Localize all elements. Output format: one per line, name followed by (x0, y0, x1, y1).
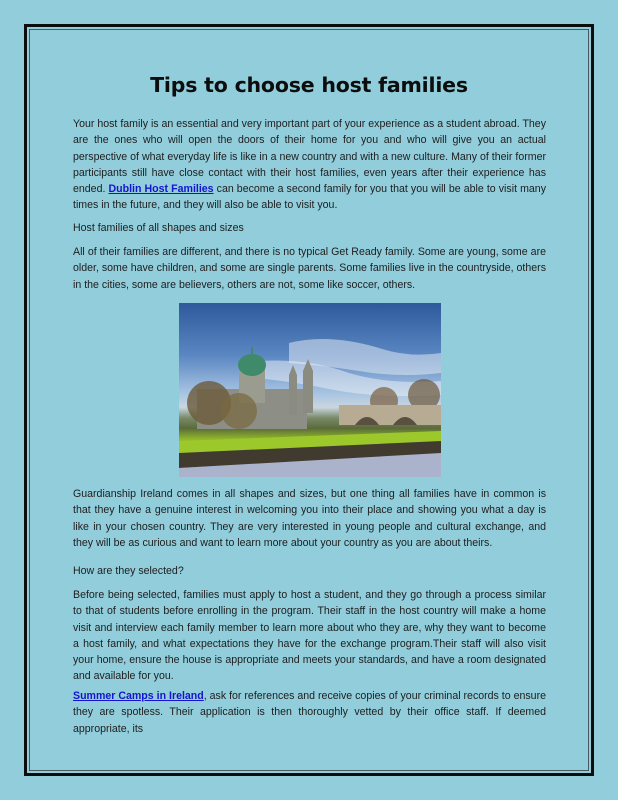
families-paragraph (73, 244, 546, 293)
dublin-host-families-link[interactable]: Dublin Host Families (108, 183, 214, 196)
selection-paragraph (73, 587, 546, 685)
summer-camps-text: , ask for references and receive copies of your criminal records to ensure they are spotless. Their application is then thoroughly vetted by their office staff. If deemed appropriate, its (73, 690, 546, 735)
summer-camps-paragraph (73, 688, 546, 737)
subheading-selection-text: How are they selected? (73, 565, 184, 577)
families-text: All of their families are different, and there is no typical Get Ready family. Some are young, some are older, some have children, and some are single parents. Some families live in the countryside, others in the cities, some are believers, others are not, some like soccer, others. (73, 246, 546, 291)
intro-text: Your host family is an essential and very important part of your experience as a student abroad. They are the ones who will open the doors of their home for you and who will give you an actual perspective of what everyday life is like in a new country and with a new culture. Many of their former participants still have close contact with their host families, even years after their experience has ended. (73, 118, 546, 196)
cathedral-river-photo (179, 303, 441, 477)
subheading-text: Host families of all shapes and sizes (73, 222, 244, 234)
intro-paragraph (73, 116, 546, 214)
intro-text-continued: can become a second family for you that you will be able to visit many times in the future, and they will also be able to visit you. (73, 183, 546, 212)
subheading-selection (73, 563, 546, 579)
page-title: Tips to choose host families (150, 73, 468, 97)
guardianship-text: Guardianship Ireland comes in all shapes and sizes, but one thing all families have in common is that they have a genuine interest in welcoming you into their place and showing you what a day is like in your chosen country. They are very interested in young people and cultural exchange, and they will be as curious and want to learn more about your country as you are about theirs. (73, 488, 546, 549)
selection-text: Before being selected, families must apply to host a student, and they go through a process similar to that of students before enrolling in the program. Their staff in the host country will make a home visit and interview each family member to learn more about who they are, why they want to become a host family, and what expectations they have for the exchange program.Their staff will also visit your home, ensure the house is appropriate and meets your standards, and have a room designated and available for you. (73, 589, 546, 683)
subheading-shapes-sizes (73, 220, 546, 236)
photo-illustration (179, 303, 441, 477)
summer-camps-link[interactable]: Summer Camps in Ireland (73, 690, 204, 702)
guardianship-paragraph (73, 486, 546, 551)
